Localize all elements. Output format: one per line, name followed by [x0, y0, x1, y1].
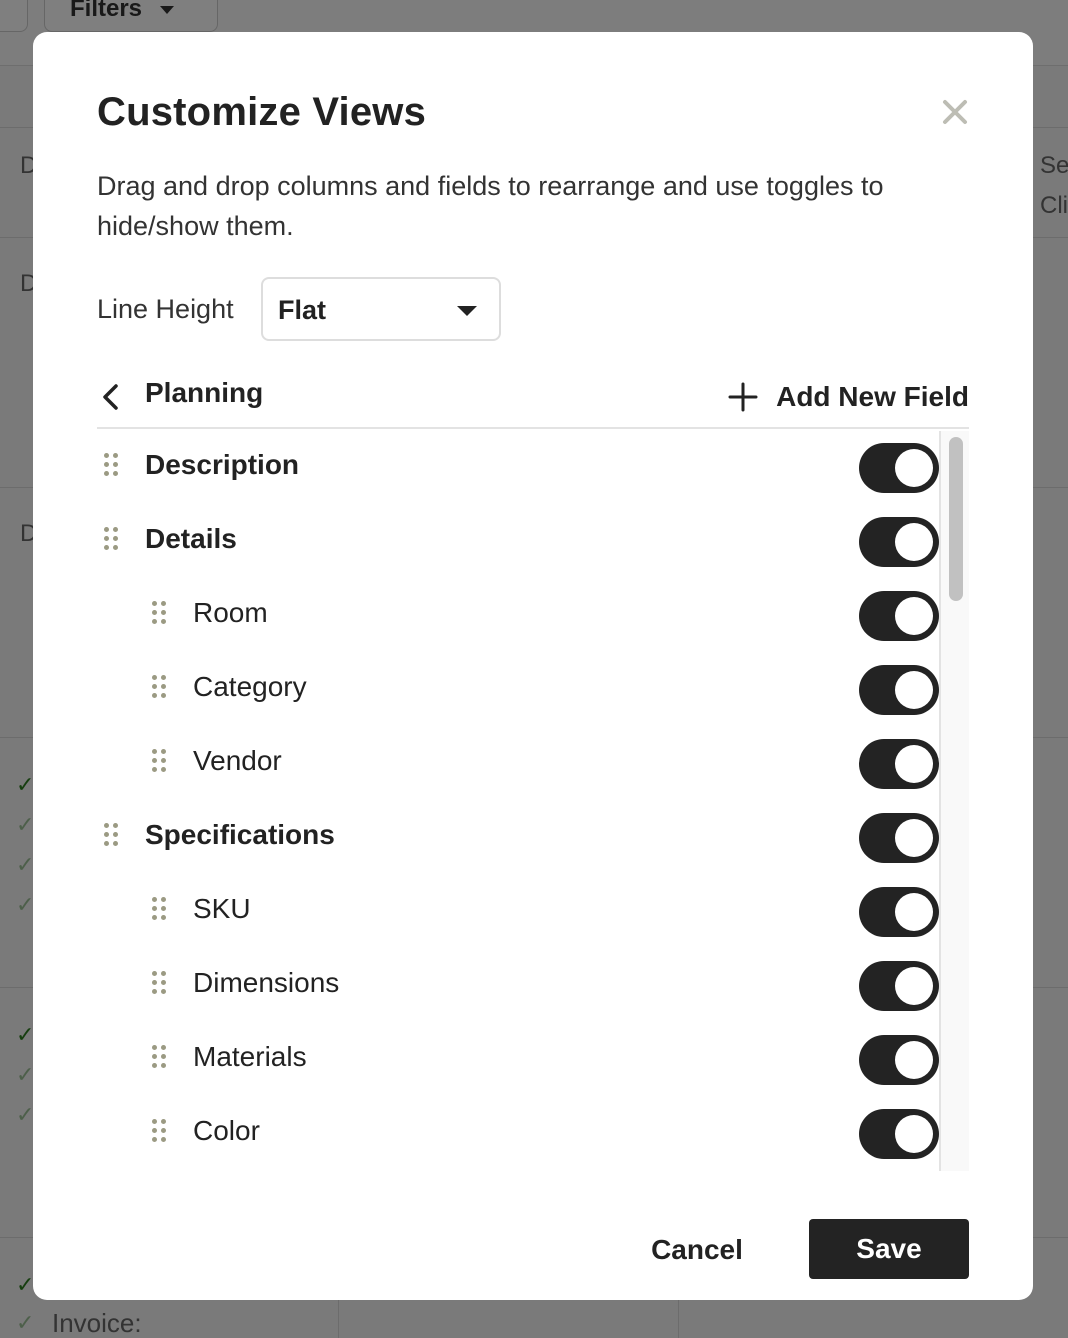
line-height-label: Line Height [97, 294, 234, 324]
drag-handle-icon[interactable] [104, 453, 118, 481]
field-label: Materials [193, 1041, 307, 1072]
visibility-toggle[interactable] [859, 739, 939, 789]
visibility-toggle[interactable] [859, 517, 939, 567]
close-button[interactable] [939, 96, 971, 128]
chevron-left-icon [97, 377, 125, 417]
toggle-knob [895, 893, 933, 931]
line-height-value: Flat [278, 295, 327, 325]
section-title: Planning [145, 377, 264, 408]
drag-handle-icon[interactable] [152, 675, 166, 703]
toggle-knob [895, 671, 933, 709]
scrollbar[interactable] [939, 431, 969, 1171]
visibility-toggle[interactable] [859, 591, 939, 641]
field-row[interactable] [97, 801, 939, 875]
section-nav [97, 367, 969, 429]
visibility-toggle[interactable] [859, 1035, 939, 1085]
toggle-knob [895, 819, 933, 857]
add-new-field-button[interactable] [728, 375, 969, 419]
visibility-toggle[interactable] [859, 665, 939, 715]
field-label: Details [145, 523, 237, 554]
toggle-knob [895, 523, 933, 561]
drag-handle-icon[interactable] [104, 527, 118, 555]
visibility-toggle[interactable] [859, 443, 939, 493]
field-row[interactable] [97, 727, 939, 801]
field-label: SKU [193, 893, 251, 924]
field-label: Dimensions [193, 967, 340, 998]
add-new-field-label: Add New Field [776, 381, 969, 412]
line-height-select[interactable] [261, 277, 501, 341]
field-row[interactable] [97, 1097, 939, 1171]
plus-icon [728, 382, 758, 412]
toggle-knob [895, 1041, 933, 1079]
visibility-toggle[interactable] [859, 887, 939, 937]
field-row[interactable] [97, 579, 939, 653]
field-row[interactable] [97, 875, 939, 949]
field-row[interactable] [97, 505, 939, 579]
scrollbar-thumb[interactable] [949, 437, 963, 601]
field-label: Color [193, 1115, 260, 1146]
drag-handle-icon[interactable] [152, 897, 166, 925]
drag-handle-icon[interactable] [152, 601, 166, 629]
field-label: Category [193, 671, 307, 702]
back-button[interactable] [97, 377, 125, 417]
save-button[interactable]: Save [809, 1219, 969, 1279]
visibility-toggle[interactable] [859, 961, 939, 1011]
chevron-down-icon [457, 306, 477, 316]
toggle-knob [895, 1115, 933, 1153]
field-label: Description [145, 449, 300, 480]
visibility-toggle[interactable] [859, 813, 939, 863]
field-label: Vendor [193, 745, 282, 776]
toggle-knob [895, 449, 933, 487]
toggle-knob [895, 597, 933, 635]
drag-handle-icon[interactable] [152, 1119, 166, 1147]
field-list [97, 431, 969, 1171]
customize-views-modal [33, 32, 1033, 1300]
toggle-knob [895, 967, 933, 1005]
field-label: Room [193, 597, 268, 628]
modal-description: Drag and drop columns and fields to rearrange and use toggles to hide/show them. [97, 171, 884, 241]
field-row[interactable] [97, 949, 939, 1023]
modal-title: Customize Views [97, 90, 427, 134]
toggle-knob [895, 745, 933, 783]
drag-handle-icon[interactable] [152, 971, 166, 999]
visibility-toggle[interactable] [859, 1109, 939, 1159]
field-row[interactable] [97, 431, 939, 505]
drag-handle-icon[interactable] [104, 823, 118, 851]
drag-handle-icon[interactable] [152, 749, 166, 777]
drag-handle-icon[interactable] [152, 1045, 166, 1073]
field-row[interactable] [97, 653, 939, 727]
cancel-button[interactable]: Cancel [651, 1234, 743, 1265]
field-row[interactable] [97, 1023, 939, 1097]
close-icon [939, 96, 971, 128]
field-label: Specifications [145, 819, 335, 850]
